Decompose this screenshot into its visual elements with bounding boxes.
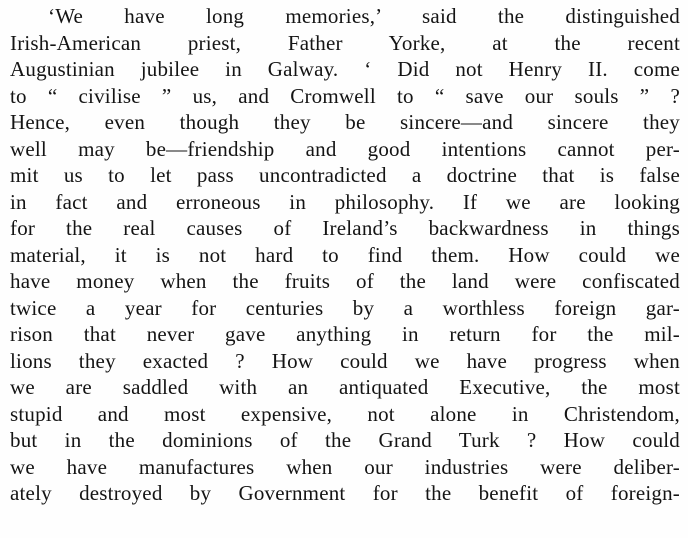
text-line: mit us to let pass uncontradicted a doctrine that is false xyxy=(10,163,680,187)
text-line: well may be—friendship and good intentions cannot per- xyxy=(10,136,680,161)
text-line: to “ civilise ” us, and Cromwell to “ save our souls ” ? xyxy=(10,83,680,108)
text-line: we have manufactures when our industries were deliber- xyxy=(10,454,680,479)
text-line: material, it is not hard to find them. How could we xyxy=(10,242,680,267)
text-line: Augustinian jubilee in Galway. ‘ Did not Henry II. come xyxy=(10,57,680,81)
text-line: ‘We have long memories,’ said the distinguished xyxy=(48,4,680,28)
article-text-column xyxy=(10,3,680,507)
text-line: lions they exacted ? How could we have progress when xyxy=(10,348,680,373)
text-line: in fact and erroneous in philosophy. If we are looking xyxy=(10,189,680,214)
text-line: Irish-American priest, Father Yorke, at the recent xyxy=(10,30,680,55)
text-line: for the real causes of Ireland’s backwardness in things xyxy=(10,216,680,240)
text-line: stupid and most expensive, not alone in Christendom, xyxy=(10,401,680,426)
text-line: we are saddled with an antiquated Executive, the most xyxy=(10,375,680,399)
text-line: have money when the fruits of the land were confiscated xyxy=(10,269,680,293)
text-line: Hence, even though they be sincere—and sincere they xyxy=(10,110,680,134)
text-line: twice a year for centuries by a worthless foreign gar- xyxy=(10,295,680,320)
text-line: rison that never gave anything in return for the mil- xyxy=(10,322,680,346)
text-line: but in the dominions of the Grand Turk ? How could xyxy=(10,428,680,452)
text-line: ately destroyed by Government for the benefit of foreign- xyxy=(10,481,680,505)
